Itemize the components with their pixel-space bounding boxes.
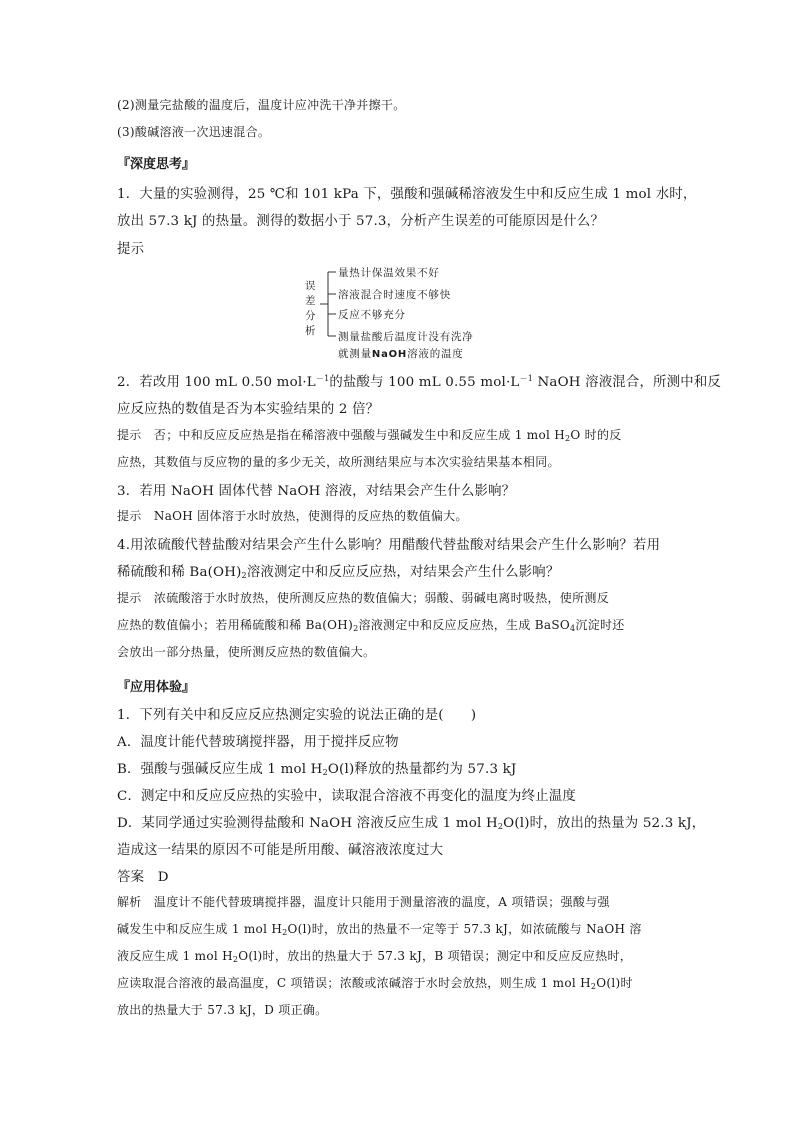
diagram-item: 溶液混合时速度不够快 [338,289,451,301]
option-d-line-1: D．某同学通过实验测得盐酸和 NaOH 溶液反应生成 1 mol $H_2O(l)$时，放出的热量为 52.3 kJ， [117,816,706,831]
option-b: B．强酸与强碱反应生成 1 mol $H_2O(l)$释放的热量都约为 57.3 kJ [117,762,517,777]
question-1-line-2: 放出 57.3 kJ 的热量。测得的数据小于 57.3，分析产生误差的可能原因是什么？ [117,214,605,229]
note-line-2: (2)测量完盐酸的温度后，温度计应冲洗干净并擦干。 [117,98,406,112]
question-4-line-1: 4.用浓硫酸代替盐酸对结果会产生什么影响？用醋酸代替盐酸对结果会产生什么影响？若用 [117,538,661,553]
answer-4-line-3: 会放出一部分热量，使所测反应热的数值偏大。 [117,645,376,659]
answer-3: 提示 NaOH 固体溶于水时放热，使测得的反应热的数值偏大。 [117,509,468,523]
diagram-item: 测量盐酸后温度计没有洗净 [338,331,474,343]
diagram-item: 量热计保温效果不好 [338,267,440,279]
section-heading-deep-thinking: 『深度思考』 [117,157,196,172]
diagram-item-continuation: 就测量NaOH溶液的温度 [338,348,464,360]
hint-label: 提示 [117,242,145,257]
option-d-line-2: 造成这一结果的原因不可能是所用酸、碱溶液浓度过大 [117,843,444,858]
diagram-label-char: 析 [305,325,316,337]
diagram-label-char: 误 [305,280,316,292]
question-1-line-1: 1．大量的实验测得，25 ℃和 101 kPa 下，强酸和强碱稀溶液发生中和反应生成 1 mol 水时， [117,187,697,202]
diagram-bracket [318,268,338,352]
answer-4-line-1: 提示 浓硫酸溶于水时放热，使所测反应热的数值偏大；弱酸、弱碱电离时吸热，使所测反 [117,591,610,605]
question-4-line-2: 稀硫酸和稀 $Ba(OH)_2$溶液测定中和反应反应热，对结果会产生什么影响？ [117,565,560,580]
explanation-line-4: 应读取混合溶液的最高温度，C 项错误；浓酸或浓碱溶于水时会放热，则生成 1 mol $H_2O(l)$时 [117,976,633,991]
question-3: 3．若用 NaOH 固体代替 NaOH 溶液，对结果会产生什么影响？ [117,484,516,499]
diagram-label-char: 差 [305,295,316,307]
explanation-line-1: 解析 温度计不能代替玻璃搅拌器，温度计只能用于测量溶液的温度，A 项错误；强酸与强 [117,895,610,909]
option-c: C．测定中和反应反应热的实验中，读取混合溶液不再变化的温度为终止温度 [117,789,576,804]
explanation-line-2: 碱发生中和反应生成 1 mol $H_2O(l)$时，放出的热量不一定等于 57.3 kJ，如浓硫酸与 NaOH 溶 [117,922,642,937]
answer-label: 答案 D [117,870,169,885]
problem-1-stem: 1．下列有关中和反应反应热测定实验的说法正确的是( ) [117,708,477,723]
explanation-line-5: 放出的热量大于 57.3 kJ，D 项正确。 [117,1003,328,1017]
answer-4-line-2: 应热的数值偏小；若用稀硫酸和稀 $Ba(OH)_2$溶液测定中和反应反应热，生成 BaSO$_4$沉淀时还 [117,618,625,633]
answer-2-line-1: 提示 否；中和反应反应热是指在稀溶液中强酸与强碱发生中和反应生成 1 mol $H_2O$ 时的反 [117,428,622,443]
section-heading-application: 『应用体验』 [117,680,196,695]
question-2-line-1: 2．若改用 100 mL 0.50 $mol\cdot L^{-1}$的盐酸与 100 mL 0.55 $mol\cdot L^{-1}$ NaOH 溶液混合，所测中和反 [117,374,722,390]
answer-2-line-2: 应热，其数值与反应物的量的多少无关，故所测结果应与本次实验结果基本相同。 [117,455,560,469]
note-line-3: (3)酸碱溶液一次迅速混合。 [117,125,271,139]
question-2-line-2: 应反应热的数值是否为本实验结果的 2 倍？ [117,402,380,417]
diagram-label-char: 分 [305,310,316,322]
diagram-item: 反应不够充分 [338,309,406,321]
explanation-line-3: 液反应生成 1 mol $H_2O(l)$时，放出的热量大于 57.3 kJ，B 项错误；测定中和反应反应热时， [117,949,633,964]
option-a: A．温度计能代替玻璃搅拌器，用于搅拌反应物 [117,735,399,750]
